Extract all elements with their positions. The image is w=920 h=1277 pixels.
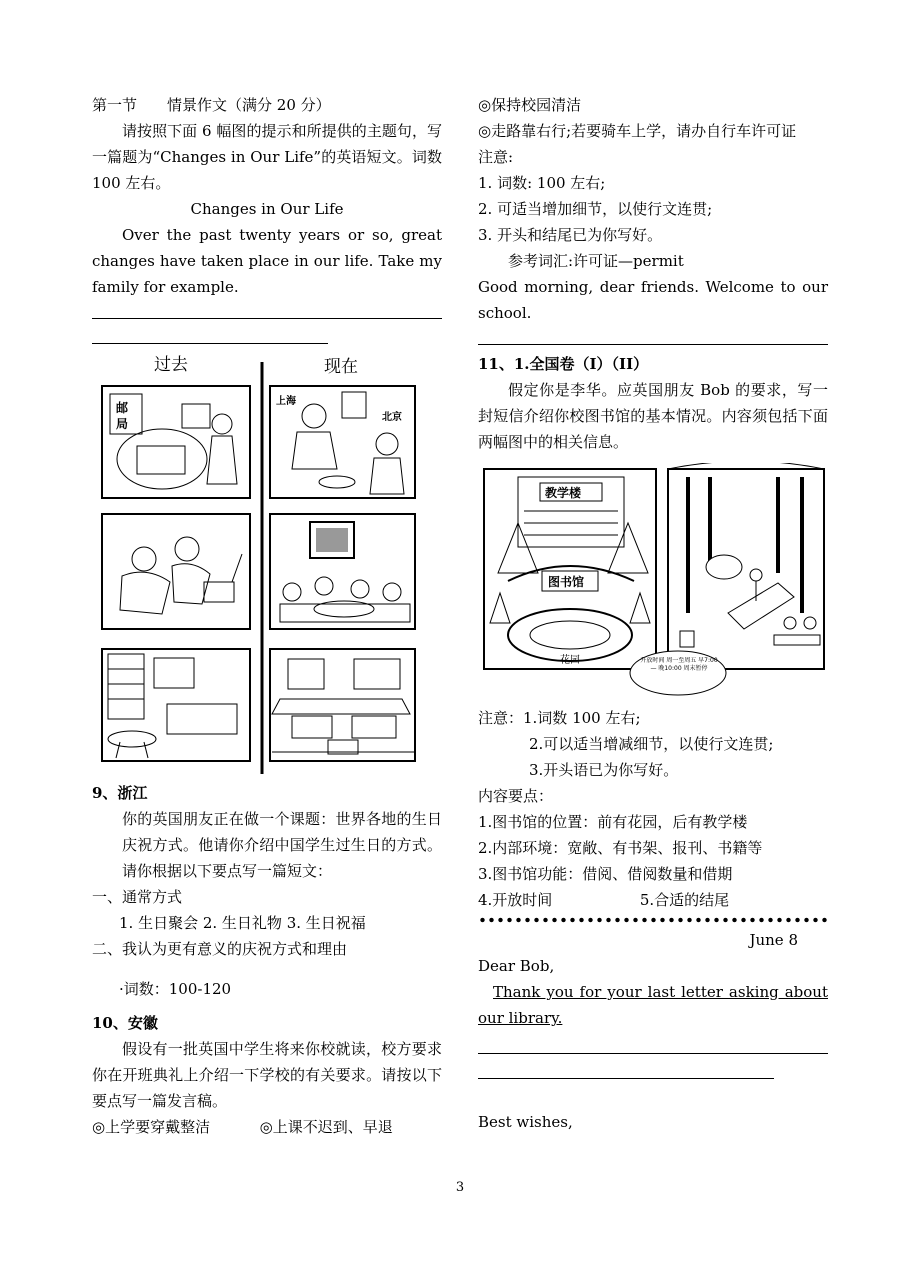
q11-note-2: 2.可以适当增减细节，以使行文连贯; — [529, 735, 774, 753]
question-11-heading: 11、1.全国卷（I）（II） — [478, 355, 649, 373]
note-1: 1. 词数: 100 左右; — [478, 174, 606, 192]
q11-note-1: 注意：1.词数 100 左右; — [478, 709, 641, 727]
section-title: 第一节 情景作文（满分 20 分） — [92, 96, 331, 114]
notes-label: 注意: — [478, 148, 514, 166]
note-2: 2. 可适当增加细节，以使行文连贯; — [478, 200, 713, 218]
task-instructions: 请按照下面 6 幅图的提示和所提供的主题句，写一篇题为“Changes in Our Life”的英语短文。词数 100 左右。 — [92, 122, 442, 192]
answer-line — [92, 318, 442, 319]
opening-hours-text: 开放时间 周一至周五 早7:00 — 晚10:00 周末暂停 — [640, 657, 718, 672]
opening-hours-sign — [630, 651, 726, 695]
past-label: 过去 — [154, 355, 188, 375]
svg-text:上海: 上海 — [276, 396, 296, 407]
now-room-panel — [270, 649, 415, 761]
page-number: 3 — [455, 1180, 465, 1195]
now-tv-panel — [270, 514, 415, 629]
requirement-clean: ◎保持校园清洁 — [478, 96, 582, 114]
right-column — [478, 92, 828, 1135]
letter-opening: Thank you for your last letter asking about our library. — [478, 983, 828, 1027]
requirement-walk-right: ◎走路靠右行;若要骑车上学，请办自行车许可证 — [478, 122, 797, 140]
essay-title: Changes in Our Life — [190, 200, 344, 218]
svg-text:局: 局 — [116, 417, 129, 431]
past-now-illustration — [92, 354, 422, 774]
past-letter-panel — [102, 386, 250, 498]
library-illustration — [478, 463, 828, 699]
vocabulary-hint: 参考词汇:许可证—permit — [508, 252, 684, 270]
svg-text:北京: 北京 — [382, 412, 402, 423]
question-9-point-1-items: 1. 生日聚会 2. 生日礼物 3. 生日祝福 — [119, 914, 366, 932]
requirement-dress: ◎上学要穿戴整洁 — [92, 1118, 211, 1136]
content-point-4: 4.开放时间 — [478, 891, 553, 909]
question-9-word-count: ·词数：100-120 — [119, 980, 232, 998]
q11-note-3: 3.开头语已为你写好。 — [529, 761, 679, 779]
content-points-label: 内容要点： — [478, 787, 554, 805]
question-9-point-1: 一、通常方式 — [92, 888, 183, 906]
left-column — [92, 92, 442, 1140]
svg-text:邮: 邮 — [116, 401, 129, 415]
speech-opening: Good morning, dear friends. Welcome to our school. — [478, 278, 828, 322]
section-divider — [478, 344, 828, 345]
content-point-5: 5.合适的结尾 — [639, 891, 730, 909]
essay-opening: Over the past twenty years or so, great changes have taken place in our life. Take my family for example. — [92, 226, 442, 296]
answer-line — [478, 1053, 828, 1054]
answer-line — [92, 343, 328, 344]
question-10-body: 假设有一批英国中学生将来你校就读，校方要求你在开班典礼上介绍一下学校的有关要求。请按以下要点写一篇发言稿。 — [92, 1040, 442, 1110]
requirement-punctual: ◎上课不迟到、早退 — [259, 1118, 393, 1136]
content-point-3: 3.图书馆功能：借阅、借阅数量和借期 — [478, 865, 733, 883]
library-exterior-panel — [484, 469, 656, 669]
teaching-building-label: 教学楼 — [545, 486, 582, 500]
question-9-heading: 9、浙江 — [92, 784, 148, 802]
content-point-2: 2.内部环境：宽敞、有书架、报刊、书籍等 — [478, 839, 763, 857]
now-phone-panel — [270, 386, 415, 498]
past-radio-panel — [102, 514, 250, 629]
question-10-heading: 10、安徽 — [92, 1014, 158, 1032]
note-3: 3. 开头和结尾已为你写好。 — [478, 226, 663, 244]
letter-date: June 8 — [749, 931, 798, 949]
now-label: 现在 — [324, 357, 358, 377]
library-label: 图书馆 — [548, 575, 585, 589]
garden-label: 花园 — [560, 655, 580, 666]
letter-greeting: Dear Bob, — [478, 957, 555, 975]
content-point-1: 1.图书馆的位置：前有花园，后有教学楼 — [478, 813, 748, 831]
past-room-panel — [102, 649, 250, 761]
library-interior-panel — [668, 463, 824, 669]
letter-closing: Best wishes, — [478, 1113, 573, 1131]
question-9-point-2: 二、我认为更有意义的庆祝方式和理由 — [92, 940, 348, 958]
question-9-body: 你的英国朋友正在做一个课题：世界各地的生日庆祝方式。他请你介绍中国学生过生日的方式。请你根据以下要点写一篇短文： — [122, 810, 442, 880]
question-11-body: 假定你是李华。应英国朋友 Bob 的要求，写一封短信介绍你校图书馆的基本情况。内容须包括下面两幅图中的相关信息。 — [478, 381, 828, 451]
dotted-separator — [478, 917, 828, 923]
answer-line — [478, 1078, 774, 1079]
